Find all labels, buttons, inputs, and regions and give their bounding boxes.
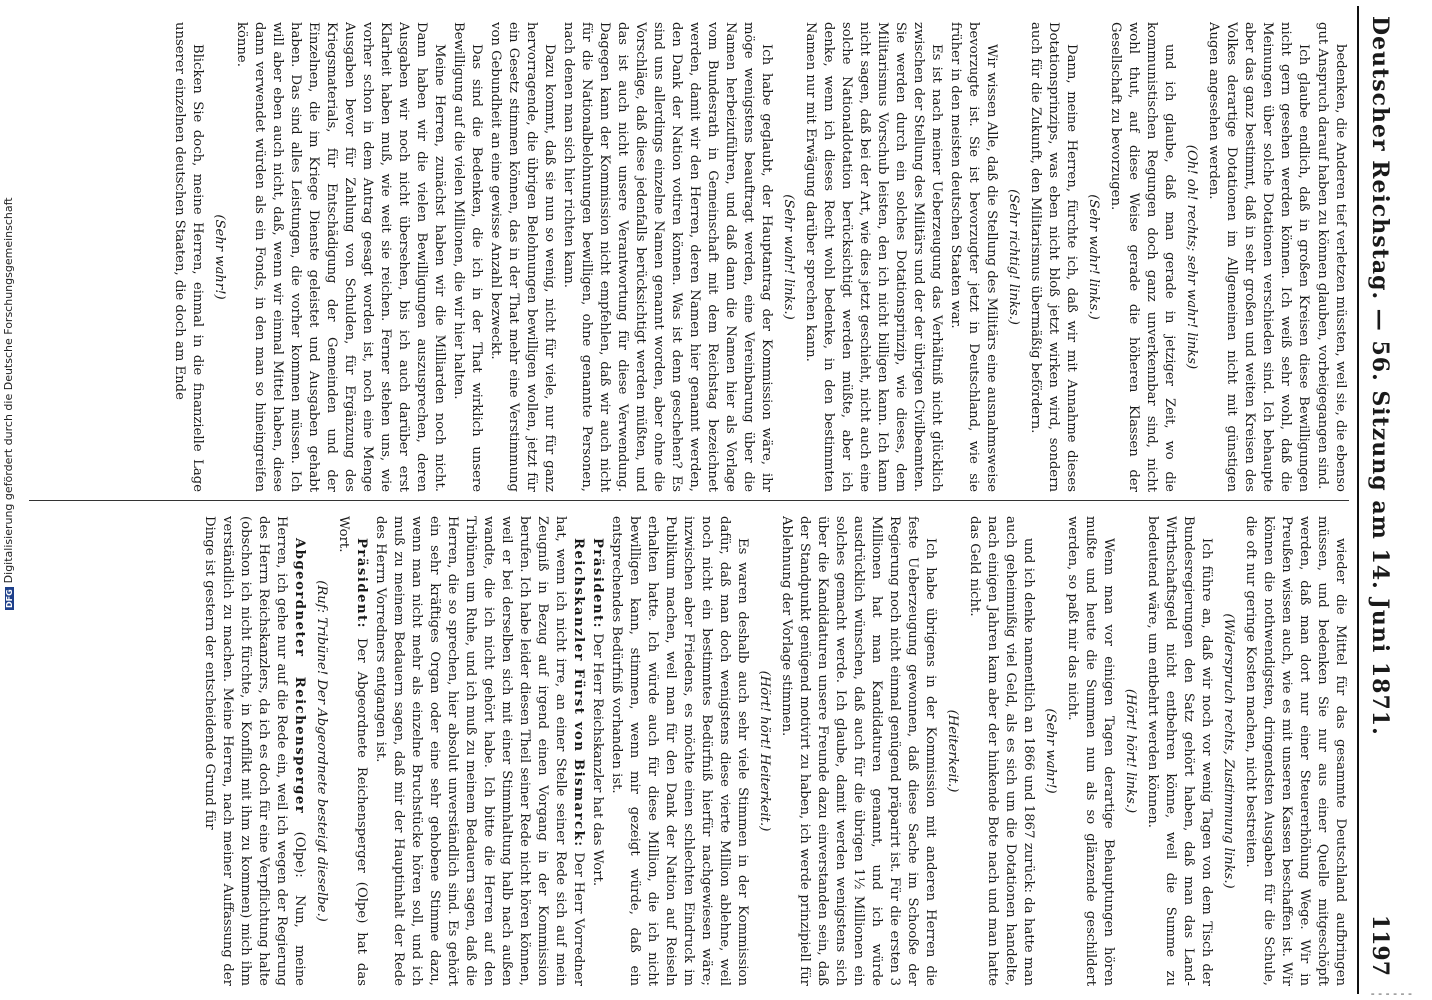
paragraph: wieder die Mittel für das gesammte Deutschland aufbringen müssen, und bedenken Sie nur aus einer Quelle mitgeschöpft werden, daß man dort nur einer Steuererhöhung Wege. Wir in Preußen wissen auch, wie es mit unseren Kassen beschaffen ist. Wir können die nothwendigsten, dringendsten Ausgaben für die Schule, die oft nur geringe Kosten machen, nicht bestreiten. bbox=[1243, 516, 1348, 986]
column-divider bbox=[29, 500, 1349, 501]
speaker-name: Abgeordneter Reichensperger bbox=[292, 538, 307, 815]
reaction: (Hört! hört! Heiterkeit.) bbox=[757, 670, 772, 832]
page-header bbox=[1357, 6, 1405, 994]
speaker-name: Reichskanzler Fürst von Bismarck: bbox=[571, 538, 586, 848]
paragraph: Ich führe an, daß wir noch vor wenig Tagen von dem Tisch der Bundesregierungen den Satz gehört haben, daß man das Land-Wirthschaftsgeld nicht entbehren könne, weil die Summe zu bedeutend wäre, um entbehrt werden können. bbox=[1145, 516, 1214, 986]
reaction: (Sehr wahr!) bbox=[1043, 708, 1058, 794]
reaction: (Oh! oh! rechts; sehr wahr! links) bbox=[1184, 144, 1199, 370]
speech-reichensperger bbox=[200, 516, 308, 986]
reaction: (Sehr wahr! links.) bbox=[781, 194, 796, 320]
paragraph: Es waren deshalb auch sehr viele Stimmen in der Kommission dafür, daß man doch wenigstens diese vierte Million ablehne, weil noch nicht ein bestimmtes Bedürfniß hierfür nachgewiesen wäre; inzwischen aber Friedens, es möchte einen schlechten Eindruck im Publikum machen, weil man für den Dank der Nation auf Reiseln erhalten hatte. Ich würde auch für diese Million, die ich nicht bewilligen kann, stimmen, wenn mir gezeigt würde, daß ein entsprechendes Bedürfniß vorhanden ist. bbox=[609, 516, 750, 986]
reaction: (Ruf: Tribüne! Der Abgeordnete besteigt dieselbe.) bbox=[314, 580, 329, 922]
speech-text: Der Herr Vorredner hat, wenn ich nicht irre, an einer Stelle seiner Rede sich auf mein Zeugniß in Bezug auf irgend einen Vorgang in der Kommission berufen. Ich habe leider diesen Theil seiner Rede nicht hören können, weil er bei derselben sich mit einer Stimmhaltung halb nach außen wandte, die ich nicht gehört habe. Ich bitte die Herren auf den Tribünen um Ruhe, und ich muß zu meinem Bedauern sagen, daß die Herren, die so sprechen, hier absolut unverständlich sind. Es gehört ein sehr kräftiges Organ oder eine sehr gehobene Stimme dazu, wenn man nicht mehr als einzelne Bruchstücke hören soll, und ich muß zu meinem Bedauern sagen, daß mir der Hauptinhalt der Rede des Herrn Vorredners entgangen ist. bbox=[373, 516, 586, 986]
corner-mark: - - - - - - bbox=[1370, 987, 1412, 1000]
paragraph: Das sind die Bedenken, die ich in der That wirklich unsere Bewilligung auf die vielen Millionen, die wir hier halten. bbox=[451, 22, 484, 492]
left-column bbox=[45, 22, 1349, 492]
paragraph: Blicken Sie doch, meine Herren, einmal in die finanzielle Lage unserer einzelnen deutschen Staaten, die doch am Ende bbox=[172, 22, 205, 492]
speech-text: Der Herr Reichskanzler hat das Wort. bbox=[590, 633, 605, 887]
paragraph: Ich habe übrigens in der Kommission mit anderen Herren die feste Ueberzeugung gewonnen, daß diese Sache im Schooße der Regierung noch nicht einmal genügend präparirt ist. Für die ersten 3 Millionen hat man Kandidaturen genannt, und ich würde ausdrücklich wünschen, daß auch für die übrigen 1½ Millionen ein solches gemacht werde. Ich glaube, damit werden wenigstens sich über die Kandidaturen unsere Freunde dazu einverstanden sein, daß der Standpunkt genügend motivirt zu haben, ich werde prinzipiell für Ablehnung der Vorlage stimmen. bbox=[779, 516, 938, 986]
paragraph: Meine Herren, zunächst haben wir die Milliarden noch nicht. Dann haben wir die vielen Bewilligungen auszusprechen, deren Ausgaben wir noch nicht übersehen, bis ich auch darüber erst Klarheit haben muß, wie weit sie reichen. Ferner stehen uns, wie vorher schon in dem Antrag gesagt worden ist, noch eine Menge Ausgaben bevor für Zahlung von Schulden, für Ergänzung des Kriegsmaterials, für Entschädigung der Gemeinden und der Einzelnen, die im Kriege Dienste geleistet und Ausgaben gehabt haben. Das sind alles Leistungen, die vorher kommen müssen. Ich will aber eben auch nicht, daß, wenn wir einmal Mittel haben, diese dann verwendet würden als ein Fonds, in den man so hineingreifen könne. bbox=[234, 22, 447, 492]
speaker-name: Präsident: bbox=[590, 538, 605, 630]
paragraph: Es ist nach meiner Ueberzeugung das Verhältniß nicht glücklich zwischen der Stellung des Militärs und der der übrigen Civilbeamten. Sie werden durch ein solches Dotationsprinzip, wie dieses, dem Militarismus Vorschub leisten, den ich nicht billigen kann. Ich kann nicht sagen, daß bei der Art, wie dies jetzt geschieht, nicht auch eine solche Nationaldotation berücksichtigt werden müßte, aber ich denke, wenn ich dieses Recht wohl bedenke, in den bestimmten Namen nur mit Erwägung darüber sprechen kann. bbox=[803, 22, 944, 492]
paragraph: Ich habe geglaubt, der Hauptantrag der Kommission wäre, ihr möge wenigstens beauftragt werden, eine Vereinbarung über die Namen herbeizuführen, und daß dann die Namen hier als Vorlage vom Bundesrath in Gemeinschaft mit dem Reichstag bezeichnet werden, damit wir den Herren, deren Namen hier genannt werden, den Dank der Nation votiren können. Was ist denn geschehen? Es sind uns allerdings einzelne Namen genannt worden, aber ohne die Vorschläge, daß diese jedenfalls berücksichtigt werden müßten, und das ist auch nicht unsere Verantwortung für diese Verwendung. Dagegen kann der Kommission nicht empfehlen, daß wir auch nicht für die Nationalbelohnungen bewilligen, ohne genannte Personen, nach denen man sich hier richten kann. bbox=[561, 22, 774, 492]
reaction: (Sehr richtig! links.) bbox=[1006, 189, 1021, 325]
digitization-note bbox=[2, 197, 15, 610]
paragraph: bedenken, die Anderen tief verletzen müssten, weil sie, die ebenso gut Anspruch darauf haben zu können glauben, vorbeigegangen sind. bbox=[1315, 22, 1348, 492]
paragraph: Wenn man vor einigen Tagen derartige Behauptungen hören mußte und heute die Summen nun als so glänzende geschildert werden, so paßt mir das nicht. bbox=[1065, 516, 1116, 986]
dfg-logo: DFG bbox=[5, 589, 14, 608]
scanned-page bbox=[35, 0, 1405, 1000]
digitization-text: Digitalisierung gefördert durch die Deutsche Forschungsgemeinschaft bbox=[2, 197, 15, 584]
paragraph: und ich denke namentlich an 1866 und 1867 zurück: da hatte man auch geheimnißig viel Geld, als es sich um die Dotationen handelte, nach einigen Jahren kam aber der hinkende Bote nach und man hatte das Geld nicht. bbox=[967, 516, 1036, 986]
speech-chancellor bbox=[371, 516, 587, 986]
speaker-name: Präsident: bbox=[354, 538, 369, 630]
paragraph: Dann, meine Herren, fürchte ich, daß wir mit Annahme dieses Dotationsprinzips, was eben nicht bloß jetzt wirken wird, sondern auch für die Zukunft, den Militarismus übermäßig befördern. bbox=[1028, 22, 1079, 492]
paragraph: und ich glaube, daß man gerade in jetziger Zeit, wo die kommunistischen Regungen doch ganz unverkennbar sind, nicht wohl thut, auf diese Weise gerade die höheren Klassen der Gesellschaft zu bevorzugen. bbox=[1108, 22, 1177, 492]
speech-text: Der Abgeordnete Reichensperger (Olpe) hat das Wort. bbox=[336, 516, 369, 986]
reaction: (Widerspruch rechts, Zustimmung links.) bbox=[1221, 613, 1236, 889]
paragraph: Dazu kommt, daß sie nun so wenig, nicht für viele, nur für ganz hervorragende, die übrigen Belohnungen bewilligen wollen, jetzt für ein Gesetz stimmen können, das in der That mehr eine Verstimmung von Gebundheit an eine gewisse Anzahl bezweckt. bbox=[488, 22, 557, 492]
speech-president bbox=[588, 516, 606, 986]
reaction: (Hört! hört! links.) bbox=[1123, 688, 1138, 814]
header-title: Deutscher Reichstag. — 56. Sitzung am 14. Juni 1871. bbox=[1367, 16, 1393, 736]
reaction: (Sehr wahr! links.) bbox=[1086, 194, 1101, 320]
paragraph: Wir wissen Alle, daß die Stellung des Militärs eine ausnahmsweise bevorzugte ist. Sie ist bevorzugter jetzt in Deutschland, wie sie früher in den meisten deutschen Staaten war. bbox=[948, 22, 999, 492]
page-number: 1197 bbox=[1367, 914, 1393, 976]
paragraph: Ich glaube endlich, daß in großen Kreisen diese Bewilligungen nicht gern gesehen werden können. Ich weiß sehr wohl, daß die Meinungen über solche Dotationen verschieden sind. Ich behaupte aber das ganz bestimmt, daß in sehr großen und weiten Kreisen des Volkes derartige Dotationen im Allgemeinen nicht mit günstigen Augen angesehen werden. bbox=[1206, 22, 1311, 492]
right-column bbox=[45, 516, 1349, 986]
reaction: (Heiterkeit.) bbox=[945, 709, 960, 793]
reaction: (Sehr wahr!) bbox=[212, 214, 227, 300]
speech-president bbox=[334, 516, 370, 986]
speech-text: (Olpe): Nun, meine Herren, ich gehe nur auf die Rede ein, weil ich wegen der Regierung des Herrn Reichskanzlers, da ich es doch für eine Verpflichtung halte (obschon ich nicht fürchte, in Konflikt mit ihm zu kommen) mich ihm verständlich zu machen. Meine Herren, nach meiner Auffassung der Dinge ist gestern der entscheidende Grund für bbox=[202, 516, 307, 986]
